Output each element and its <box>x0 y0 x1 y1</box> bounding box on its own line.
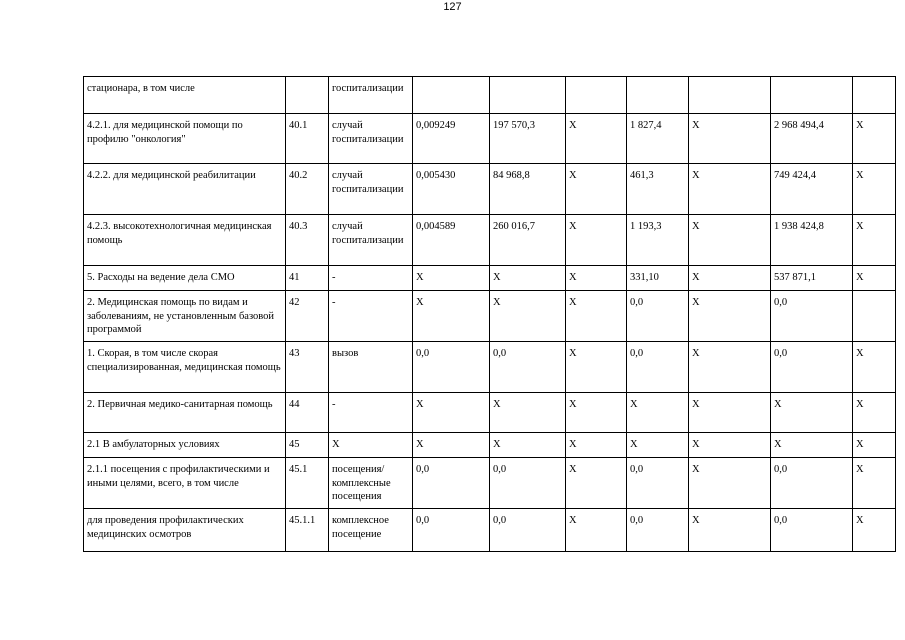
table-cell: 0,0 <box>771 509 853 552</box>
table-cell: 45.1.1 <box>286 509 329 552</box>
table-cell <box>627 77 689 114</box>
table-cell: Х <box>566 164 627 215</box>
table-cell <box>490 77 566 114</box>
table-cell: 0,0 <box>627 509 689 552</box>
table-cell: Х <box>771 433 853 458</box>
table-cell: Х <box>490 433 566 458</box>
table-row <box>84 77 896 114</box>
table-cell: 0,0 <box>490 458 566 509</box>
table-cell: Х <box>853 215 896 266</box>
table-cell: 2. Первичная медико-санитарная помощь <box>84 393 286 433</box>
table-cell: 331,10 <box>627 266 689 291</box>
table-cell: Х <box>689 266 771 291</box>
table-cell: 1. Скорая, в том числе скорая специализированная, медицинская помощь <box>84 342 286 393</box>
table-cell: Х <box>689 393 771 433</box>
table-cell: Х <box>566 215 627 266</box>
table-cell: 41 <box>286 266 329 291</box>
table-cell: 42 <box>286 291 329 342</box>
table-cell <box>853 77 896 114</box>
table-cell: Х <box>689 164 771 215</box>
table-cell: 0,0 <box>771 458 853 509</box>
table-cell: Х <box>689 342 771 393</box>
table-cell: Х <box>689 458 771 509</box>
table-cell <box>566 77 627 114</box>
table-cell: Х <box>329 433 413 458</box>
table-cell <box>771 77 853 114</box>
table-cell: Х <box>853 393 896 433</box>
table-cell: случай госпитализации <box>329 164 413 215</box>
table-cell <box>413 77 490 114</box>
table-cell: Х <box>689 291 771 342</box>
table-cell: для проведения профилактических медицинских осмотров <box>84 509 286 552</box>
table-cell: 2.1 В амбулаторных условиях <box>84 433 286 458</box>
table-cell: 260 016,7 <box>490 215 566 266</box>
table-cell: Х <box>566 433 627 458</box>
table-row <box>84 164 896 215</box>
table-cell: Х <box>490 266 566 291</box>
table-cell: 44 <box>286 393 329 433</box>
table-cell: госпитализации <box>329 77 413 114</box>
table-cell: Х <box>689 509 771 552</box>
table-cell: случай госпитализации <box>329 114 413 164</box>
table-cell: - <box>329 393 413 433</box>
table-cell: Х <box>853 458 896 509</box>
table-cell: Х <box>413 291 490 342</box>
table-cell: 0,004589 <box>413 215 490 266</box>
table-cell: 84 968,8 <box>490 164 566 215</box>
table-cell: 43 <box>286 342 329 393</box>
table-cell: - <box>329 291 413 342</box>
table-cell: Х <box>689 433 771 458</box>
table-cell: Х <box>689 215 771 266</box>
table-cell: 40.1 <box>286 114 329 164</box>
table-cell: 5. Расходы на ведение дела СМО <box>84 266 286 291</box>
table-cell: Х <box>689 114 771 164</box>
table-row <box>84 509 896 552</box>
table-cell: Х <box>566 266 627 291</box>
table-cell: Х <box>566 114 627 164</box>
table-cell: 0,009249 <box>413 114 490 164</box>
table-cell: Х <box>413 266 490 291</box>
table-cell: 45 <box>286 433 329 458</box>
table-cell: 749 424,4 <box>771 164 853 215</box>
table-cell: Х <box>490 291 566 342</box>
table-cell: 40.3 <box>286 215 329 266</box>
table-cell: 0,0 <box>413 342 490 393</box>
table-cell: - <box>329 266 413 291</box>
report-table <box>83 76 896 552</box>
table-cell: посещения/комплексные посещения <box>329 458 413 509</box>
table-cell: 197 570,3 <box>490 114 566 164</box>
table-cell: 0,005430 <box>413 164 490 215</box>
table-cell: 40.2 <box>286 164 329 215</box>
table-cell: 0,0 <box>627 291 689 342</box>
table-cell <box>853 291 896 342</box>
table-cell: Х <box>490 393 566 433</box>
table-cell: 0,0 <box>490 342 566 393</box>
table-body <box>84 77 896 552</box>
table-cell: Х <box>853 164 896 215</box>
table-cell: 45.1 <box>286 458 329 509</box>
table-cell: Х <box>627 433 689 458</box>
table-cell: Х <box>853 509 896 552</box>
table-row <box>84 393 896 433</box>
table-cell: 4.2.1. для медицинской помощи по профилю "онкология" <box>84 114 286 164</box>
table-cell: вызов <box>329 342 413 393</box>
table-cell: Х <box>771 393 853 433</box>
table-cell: Х <box>566 458 627 509</box>
table-cell: 1 193,3 <box>627 215 689 266</box>
table-cell <box>286 77 329 114</box>
table-cell: 537 871,1 <box>771 266 853 291</box>
table-cell: 0,0 <box>413 458 490 509</box>
table-cell: Х <box>853 266 896 291</box>
table-cell: 2. Медицинская помощь по видам и заболеваниям, не установленным базовой программой <box>84 291 286 342</box>
table-cell: 461,3 <box>627 164 689 215</box>
table-cell: Х <box>853 114 896 164</box>
table-cell: 2 968 494,4 <box>771 114 853 164</box>
page-number: 127 <box>443 1 462 13</box>
table-cell: 1 827,4 <box>627 114 689 164</box>
table-row <box>84 342 896 393</box>
table-cell: 4.2.2. для медицинской реабилитации <box>84 164 286 215</box>
table-row <box>84 433 896 458</box>
table-cell: 1 938 424,8 <box>771 215 853 266</box>
table-cell: Х <box>627 393 689 433</box>
table-row <box>84 291 896 342</box>
table-cell: 0,0 <box>627 458 689 509</box>
table-cell: Х <box>853 433 896 458</box>
table-cell <box>689 77 771 114</box>
table-row <box>84 114 896 164</box>
table-cell: случай госпитализации <box>329 215 413 266</box>
table-cell: Х <box>566 393 627 433</box>
table-cell: 0,0 <box>627 342 689 393</box>
table-cell: стационара, в том числе <box>84 77 286 114</box>
table-cell: Х <box>566 291 627 342</box>
table-cell: Х <box>566 342 627 393</box>
table-cell: 0,0 <box>413 509 490 552</box>
table-cell: комплексное посещение <box>329 509 413 552</box>
table-cell: 0,0 <box>490 509 566 552</box>
table-row <box>84 458 896 509</box>
table-cell: 0,0 <box>771 291 853 342</box>
table-cell: 2.1.1 посещения с профилактическими и иными целями, всего, в том числе <box>84 458 286 509</box>
table-cell: Х <box>566 509 627 552</box>
table-cell: Х <box>853 342 896 393</box>
table-cell: 0,0 <box>771 342 853 393</box>
table-cell: Х <box>413 393 490 433</box>
table-row <box>84 266 896 291</box>
table-row <box>84 215 896 266</box>
table-cell: 4.2.3. высокотехнологичная медицинская помощь <box>84 215 286 266</box>
table-cell: Х <box>413 433 490 458</box>
